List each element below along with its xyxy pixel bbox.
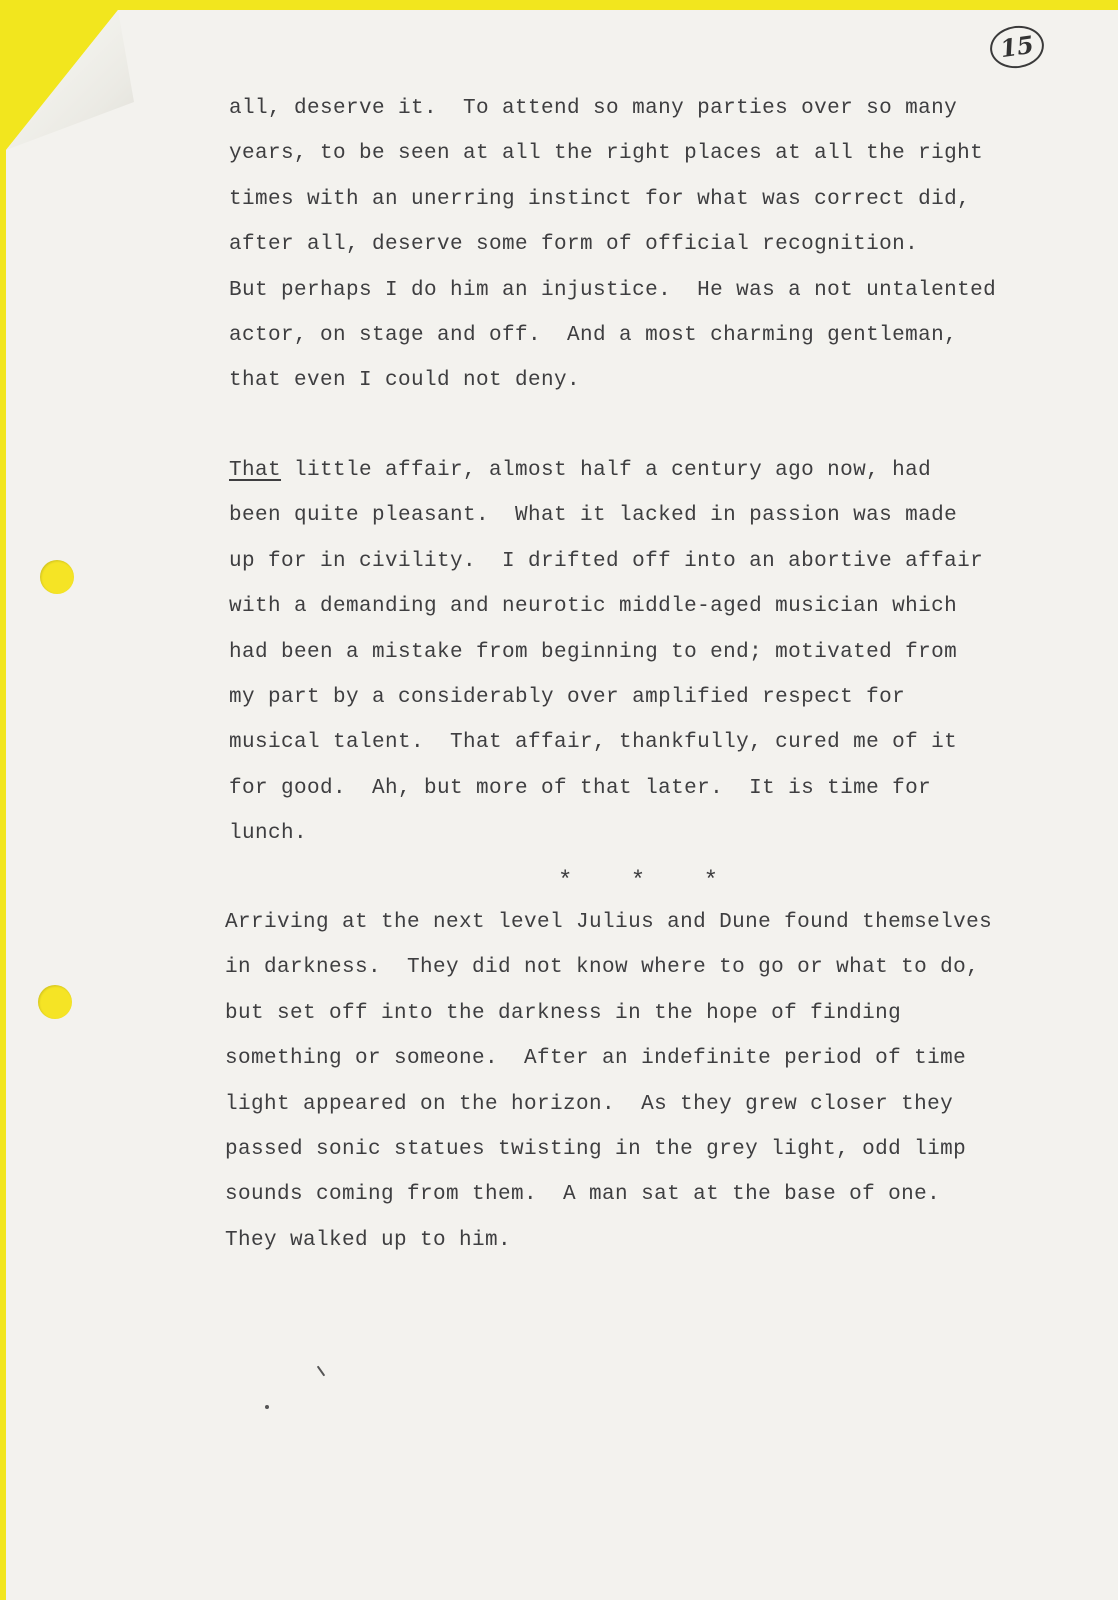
first-line-rest: little affair, almost half a century ago now, had xyxy=(281,459,932,482)
text-line: sounds coming from them. A man sat at the base of one. xyxy=(225,1183,941,1207)
punch-hole-upper xyxy=(40,560,74,594)
text-line: actor, on stage and off. And a most charming gentleman, xyxy=(229,323,958,347)
section-break: * * * xyxy=(558,868,741,895)
text-line: up for in civility. I drifted off into an abortive affair xyxy=(229,549,984,573)
paragraph-2 xyxy=(229,448,1059,857)
paper-speck xyxy=(265,1405,269,1409)
text-line: for good. Ah, but more of that later. It is time for xyxy=(229,776,932,800)
text-line: something or someone. After an indefinite period of time xyxy=(225,1047,967,1071)
text-line: all, deserve it. To attend so many parties over so many xyxy=(229,97,958,120)
text-line: musical talent. That affair, thankfully, cured me of it xyxy=(229,731,958,755)
text-line: been quite pleasant. What it lacked in passion was made xyxy=(229,504,958,528)
text-line: with a demanding and neurotic middle-aged musician which xyxy=(229,595,958,619)
punch-hole-lower xyxy=(38,985,72,1019)
text-line: that even I could not deny. xyxy=(229,369,581,393)
text-line: times with an unerring instinct for what was correct did, xyxy=(229,187,971,211)
text-line: But perhaps I do him an injustice. He was a not untalented xyxy=(229,278,997,302)
text-line: had been a mistake from beginning to end; motivated from xyxy=(229,640,958,664)
text-line: in darkness. They did not know where to go or what to do, xyxy=(225,956,980,980)
text-line: years, to be seen at all the right places at all the right xyxy=(229,142,984,166)
text-line: lunch. xyxy=(229,822,308,846)
text-line: light appeared on the horizon. As they grew closer they xyxy=(225,1092,954,1116)
text-line: after all, deserve some form of official recognition. xyxy=(229,233,919,257)
paragraph-3 xyxy=(225,900,1055,1263)
text-line: They walked up to him. xyxy=(225,1228,512,1252)
page-number: 15 xyxy=(987,22,1046,71)
text-line: but set off into the darkness in the hope of finding xyxy=(225,1001,902,1025)
text-line: passed sonic statues twisting in the grey light, odd limp xyxy=(225,1137,967,1161)
paragraph-2-first-line xyxy=(229,448,1059,493)
underlined-word: That xyxy=(229,459,282,482)
text-line: my part by a considerably over amplified respect for xyxy=(229,685,906,709)
text-line: Arriving at the next level Julius and Dune found themselves xyxy=(225,911,993,934)
paragraph-1 xyxy=(229,86,1059,404)
